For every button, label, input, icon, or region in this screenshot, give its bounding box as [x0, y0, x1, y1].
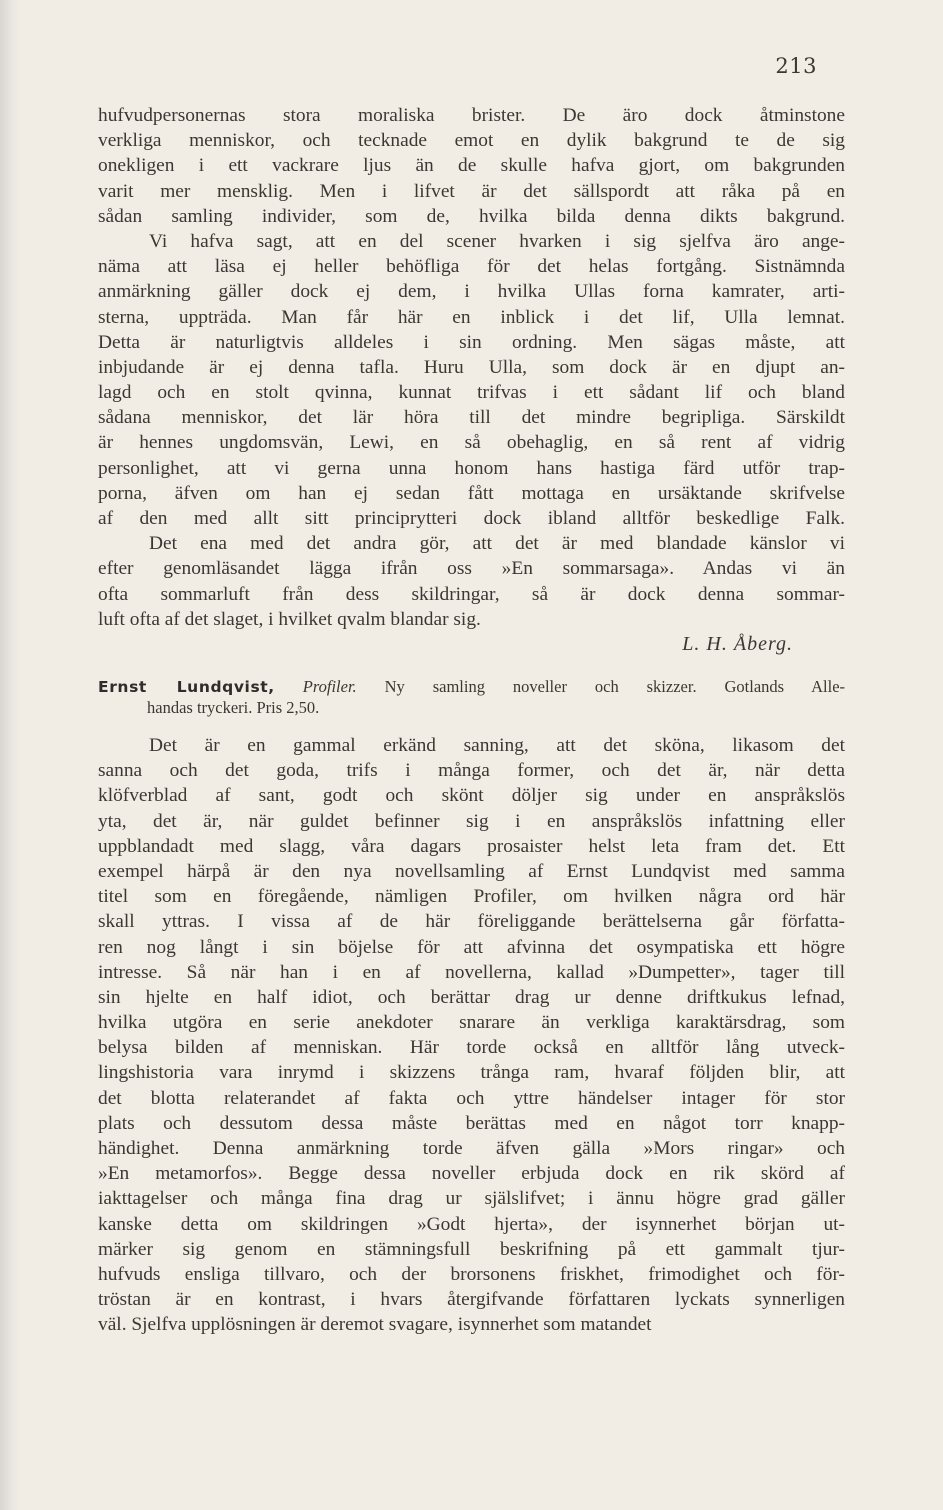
text-line: varit mer mensklig. Men i lifvet är det sällspordt att råka på en — [98, 180, 845, 202]
text-line: uppblandadt med slagg, våra dagars prosaister helst leta fram det. Ett — [98, 835, 845, 857]
text-line: väl. Sjelfva upplösningen är deremot svagare, isynnerhet som matandet — [98, 1314, 652, 1336]
text-line: porna, äfven om han ej sedan fått mottaga en ursäktande skrifvelse — [98, 482, 845, 504]
text-line: inbjudande är ej denna tafla. Huru Ulla, som dock är en djupt an- — [98, 356, 845, 378]
text-line: efter genomläsandet lägga ifrån oss »En sommarsaga». Andas vi än — [98, 558, 845, 580]
text-line: sanna och det goda, trifs i många former, och det är, när detta — [98, 760, 845, 782]
text-line: Vi hafva sagt, att en del scener hvarken i sig sjelfva äro ange- — [149, 230, 845, 252]
text-line: klöfverblad af sant, godt och skönt döljer sig under en anspråkslös — [98, 785, 845, 807]
book-author: Ernst Lundqvist, — [98, 678, 275, 696]
review-heading-line-1 — [98, 676, 845, 697]
reviewer-signature: L. H. Åberg. — [682, 633, 793, 655]
text-line: intresse. Så när han i en af novellerna, kallad »Dumpetter», tager till — [98, 961, 845, 983]
text-line: sådana menniskor, det lär höra till det mindre begripliga. Särskildt — [98, 407, 845, 429]
text-line: hufvuds ensliga tillvaro, och der brorsonens friskhet, frimodighet och för- — [98, 1263, 845, 1285]
text-line: »En metamorfos». Begge dessa noveller erbjuda dock en rik skörd af — [98, 1163, 845, 1185]
text-line: exempel härpå är den nya novellsamling af Ernst Lundqvist med samma — [98, 860, 845, 882]
text-line: det blotta relaterandet af fakta och yttre händelser intager för stor — [98, 1087, 845, 1109]
page-edge-shadow — [0, 0, 20, 1510]
text-line: ofta sommarluft från dess skildringar, så är dock denna sommar- — [98, 583, 845, 605]
book-subtitle: Ny samling noveller och skizzer. Gotlands Alle- — [384, 677, 846, 696]
review-heading — [98, 676, 845, 718]
text-line: Det är en gammal erkänd sanning, att det sköna, likasom det — [149, 735, 845, 756]
text-line: sin hjelte en half idiot, och berättar drag ur denne driftkukus lefnad, — [98, 986, 845, 1008]
review-continuation — [98, 103, 845, 632]
review-body — [98, 733, 845, 1338]
text-line: händighet. Denna anmärkning torde äfven gälla »Mors ringar» och — [98, 1138, 845, 1159]
text-line: belysa bilden af menniskan. Här torde också en alltför lång utveck- — [98, 1037, 845, 1059]
text-line: titel som en föregående, nämligen Profiler, om hvilken några ord här — [98, 886, 845, 908]
text-line: tröstan är en kontrast, i hvars återgifvande författaren lyckats synnerligen — [98, 1289, 845, 1311]
text-line: lagd och en stolt qvinna, kunnat trifvas i ett sådant lif och bland — [98, 382, 845, 404]
text-line: Det ena med det andra gör, att det är med blandade känslor vi — [149, 533, 845, 555]
book-title: Profiler. — [302, 677, 357, 696]
text-line: anmärkning gäller dock ej dem, i hvilka Ullas forna kamrater, arti- — [98, 281, 845, 303]
text-line: ren nog långt i sin böjelse för att afvinna det osympatiska ett högre — [98, 936, 845, 958]
text-line: kanske detta om skildringen »Godt hjerta», der isynnerhet början ut- — [98, 1213, 845, 1235]
text-line: Detta är naturligtvis alldeles i sin ordning. Men sägas måste, att — [98, 331, 845, 353]
text-line: sterna, uppträda. Man får här en inblick i det lif, Ulla lemnat. — [98, 306, 845, 328]
text-line: skall yttras. I vissa af de här föreliggande berättelserna går författa- — [98, 911, 845, 933]
text-line: iakttagelser och många fina drag ur själslifvet; i ännu högre grad gäller — [98, 1188, 845, 1210]
text-line: märker sig genom en stämningsfull beskrifning på ett gammalt tjur- — [98, 1238, 845, 1260]
text-line: onekligen i ett vackrare ljus än de skulle hafva gjort, om bakgrunden — [98, 155, 845, 177]
text-line: personlighet, att vi gerna unna honom hans hastiga färd utför trap- — [98, 457, 845, 479]
text-line: hvilka utgöra en serie anekdoter snarare än verkliga karaktärsdrag, som — [98, 1012, 845, 1034]
text-line: hufvudpersonernas stora moraliska brister. De äro dock åtminstone — [98, 105, 845, 126]
text-line: verkliga menniskor, och tecknade emot en dylik bakgrund te de sig — [98, 130, 845, 152]
text-line: näma att läsa ej heller behöfliga för det helas fortgång. Sistnämnda — [98, 256, 845, 278]
text-line: af den med allt sitt principrytteri dock ibland alltför beskedlige Falk. — [98, 508, 845, 529]
text-line: plats och dessutom dessa måste berättas med en något torr knapp- — [98, 1112, 845, 1134]
text-line: är hennes ungdomsvän, Lewi, en så obehaglig, en så rent af vidrig — [98, 432, 845, 454]
text-line: lingshistoria vara inrymd i skizzens trånga ram, hvaraf följden blir, att — [98, 1062, 845, 1084]
text-line: yta, det är, när guldet befinner sig i en anspråkslös infattning eller — [98, 810, 845, 832]
book-publisher: handas tryckeri. Pris 2,50. — [147, 698, 320, 717]
page-number: 213 — [775, 54, 817, 78]
text-line: sådan samling individer, som de, hvilka bilda denna dikts bakgrund. — [98, 205, 845, 227]
text-line: luft ofta af det slaget, i hvilket qvalm blandar sig. — [98, 608, 481, 630]
